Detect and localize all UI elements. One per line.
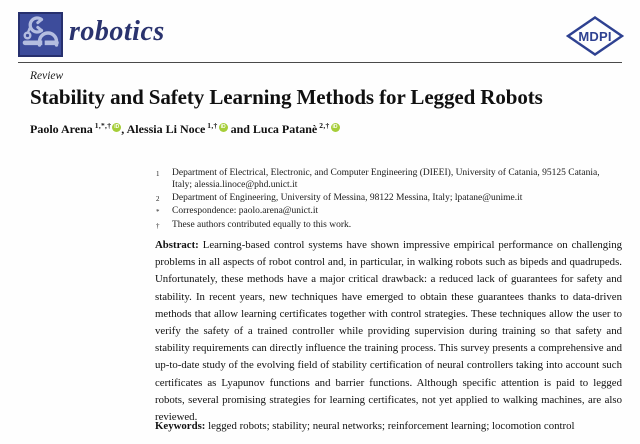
affiliation-marker: *	[156, 208, 160, 217]
affiliation-row	[156, 219, 622, 232]
affiliation-text: Department of Electrical, Electronic, and Computer Engineering (DIEEI), University of Catania, 95125 Catania, Italy; alessia.linoce@phd.unict.it	[172, 168, 600, 191]
author-affil-superscript: 2,†	[319, 121, 330, 130]
author-affil-superscript: 1,†	[207, 121, 218, 130]
abstract-label: Abstract:	[155, 239, 199, 251]
article-type-label: Review	[30, 70, 64, 82]
header-divider	[18, 62, 622, 63]
equal-contribution-note: These authors contributed equally to this work.	[172, 219, 352, 230]
article-title: Stability and Safety Learning Methods for Legged Robots	[30, 85, 543, 109]
author-name: Alessia Li Noce	[126, 122, 206, 136]
affiliation-row	[156, 205, 622, 218]
robotics-journal-logo-icon	[18, 12, 63, 57]
author-conjunction: and	[230, 122, 250, 136]
keywords-text: legged robots; stability; neural networks; reinforcement learning; locomotion control	[208, 420, 575, 432]
author-name: Paolo Arena	[30, 122, 93, 136]
author-line	[30, 121, 620, 137]
mdpi-logo-text: MDPI	[578, 29, 612, 44]
abstract-paragraph	[155, 237, 622, 426]
affiliation-marker: 2	[156, 194, 160, 203]
author-name: Luca Patanè	[252, 122, 318, 136]
affiliation-marker: †	[156, 221, 160, 230]
journal-name: robotics	[69, 16, 165, 47]
affiliations-block	[156, 167, 622, 232]
affiliation-text: Department of Engineering, University of Messina, 98122 Messina, Italy; lpatane@unime.it	[172, 192, 523, 203]
affiliation-row	[156, 192, 622, 205]
author-separator: ,	[121, 122, 125, 136]
author-affil-superscript: 1,*,†	[94, 121, 112, 130]
mdpi-logo	[566, 16, 624, 56]
orcid-icon[interactable]: iD	[220, 124, 226, 130]
orcid-icon[interactable]: iD	[332, 124, 338, 130]
correspondence-text: Correspondence: paolo.arena@unict.it	[172, 206, 319, 217]
affiliation-row	[156, 167, 622, 192]
keywords-label: Keywords:	[155, 420, 206, 432]
robot-arm-icon	[18, 12, 63, 57]
affiliation-marker: 1	[156, 170, 160, 178]
abstract-text: Learning-based control systems have shown impressive empirical performance on challenging problems in all aspects of robot control and, in particular, in walking robots such as bipeds and quadrupeds. Unfortunately, these methods have a major critical drawback: a reduced lack of guarantees for safety and stability. In recent years, new techniques have emerged to obtain these guarantees thanks to data-driven methods that allow learning certificates together with control strategies. These techniques allow the user to verify the safety of a trained controller while providing supervision during training so that safety and stability requirements can directly influence the training process. This survey presents a comprehensive and up-to-date study of the evolving field of stability certification of neural controllers taking into account such certificates as Lyapunov functions and barrier functions. Although specific attention is paid to legged robots, several promising strategies for learning certificates, not yet applied to walking machines, are also reviewed.	[155, 239, 622, 424]
orcid-icon[interactable]: iD	[114, 124, 120, 130]
keywords-line	[155, 420, 622, 432]
